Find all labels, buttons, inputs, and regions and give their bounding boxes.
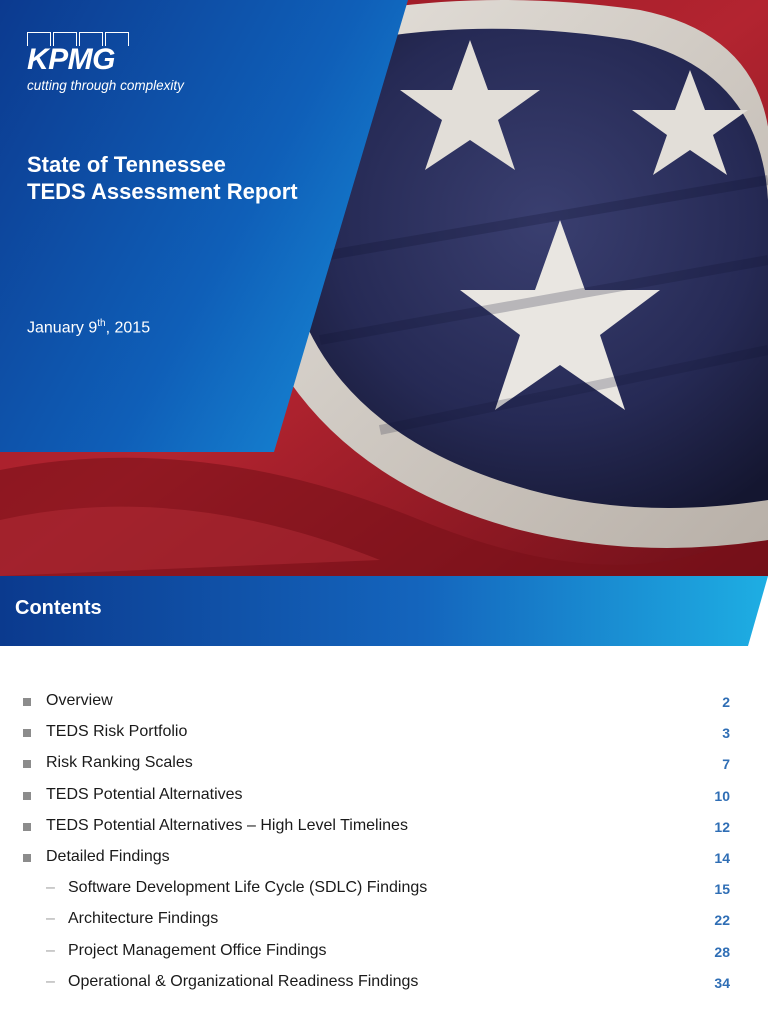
contents-header-bar	[0, 576, 768, 646]
toc-page-number: 22	[714, 912, 730, 929]
toc-sub-marker: –	[46, 910, 55, 928]
date-suffix: , 2015	[105, 319, 151, 337]
report-title-line-2: TEDS Assessment Report	[27, 179, 298, 204]
toc-sub-marker: –	[46, 941, 55, 959]
toc-item[interactable]	[0, 973, 768, 997]
toc-item-label: Software Development Life Cycle (SDLC) Findings	[68, 879, 428, 897]
toc-item[interactable]	[0, 910, 768, 934]
toc-page-number: 10	[714, 787, 730, 804]
toc-item[interactable]	[0, 817, 768, 841]
toc-item[interactable]	[0, 879, 768, 903]
toc-page-number: 3	[722, 725, 730, 742]
toc-sub-marker: –	[46, 972, 55, 990]
toc-item-label: Overview	[46, 692, 113, 709]
kpmg-logo	[27, 32, 184, 93]
toc-page-number: 7	[722, 756, 730, 773]
square-bullet-icon	[23, 729, 31, 737]
toc-item[interactable]	[0, 786, 768, 810]
toc-page-number: 15	[714, 881, 730, 898]
toc-item-label: TEDS Potential Alternatives – High Level Timelines	[46, 816, 408, 834]
toc-item-label: Detailed Findings	[46, 848, 170, 865]
toc-page-number: 34	[714, 974, 730, 991]
toc-item[interactable]	[0, 942, 768, 966]
toc-item-label: TEDS Potential Alternatives	[46, 785, 243, 803]
logo-wordmark: KPMG	[27, 43, 115, 76]
square-bullet-icon	[23, 792, 31, 800]
toc-page-number: 12	[714, 818, 730, 835]
square-bullet-icon	[23, 760, 31, 768]
toc-page-number: 28	[714, 943, 730, 960]
toc-page-number: 2	[722, 694, 730, 710]
toc-item-label: Project Management Office Findings	[68, 941, 327, 959]
toc-item-label: TEDS Risk Portfolio	[46, 723, 188, 741]
toc-sub-marker: –	[46, 879, 55, 897]
date-ordinal: th	[97, 318, 106, 329]
square-bullet-icon	[23, 854, 31, 862]
date-prefix: January 9	[27, 319, 98, 337]
toc-item[interactable]	[0, 692, 768, 716]
logo-tagline: cutting through complexity	[27, 78, 184, 93]
toc-page-number: 14	[714, 850, 730, 866]
toc-item-label: Architecture Findings	[68, 910, 219, 928]
square-bullet-icon	[23, 823, 31, 831]
square-bullet-icon	[23, 698, 31, 706]
contents-heading: Contents	[15, 597, 102, 619]
toc-item[interactable]	[0, 723, 768, 747]
toc-item[interactable]	[0, 754, 768, 778]
toc-item-label: Risk Ranking Scales	[46, 754, 193, 772]
toc-item[interactable]	[0, 848, 768, 872]
report-title-line-1: State of Tennessee	[27, 152, 226, 177]
toc-item-label: Operational & Organizational Readiness Findings	[68, 972, 419, 990]
report-date	[27, 318, 150, 337]
